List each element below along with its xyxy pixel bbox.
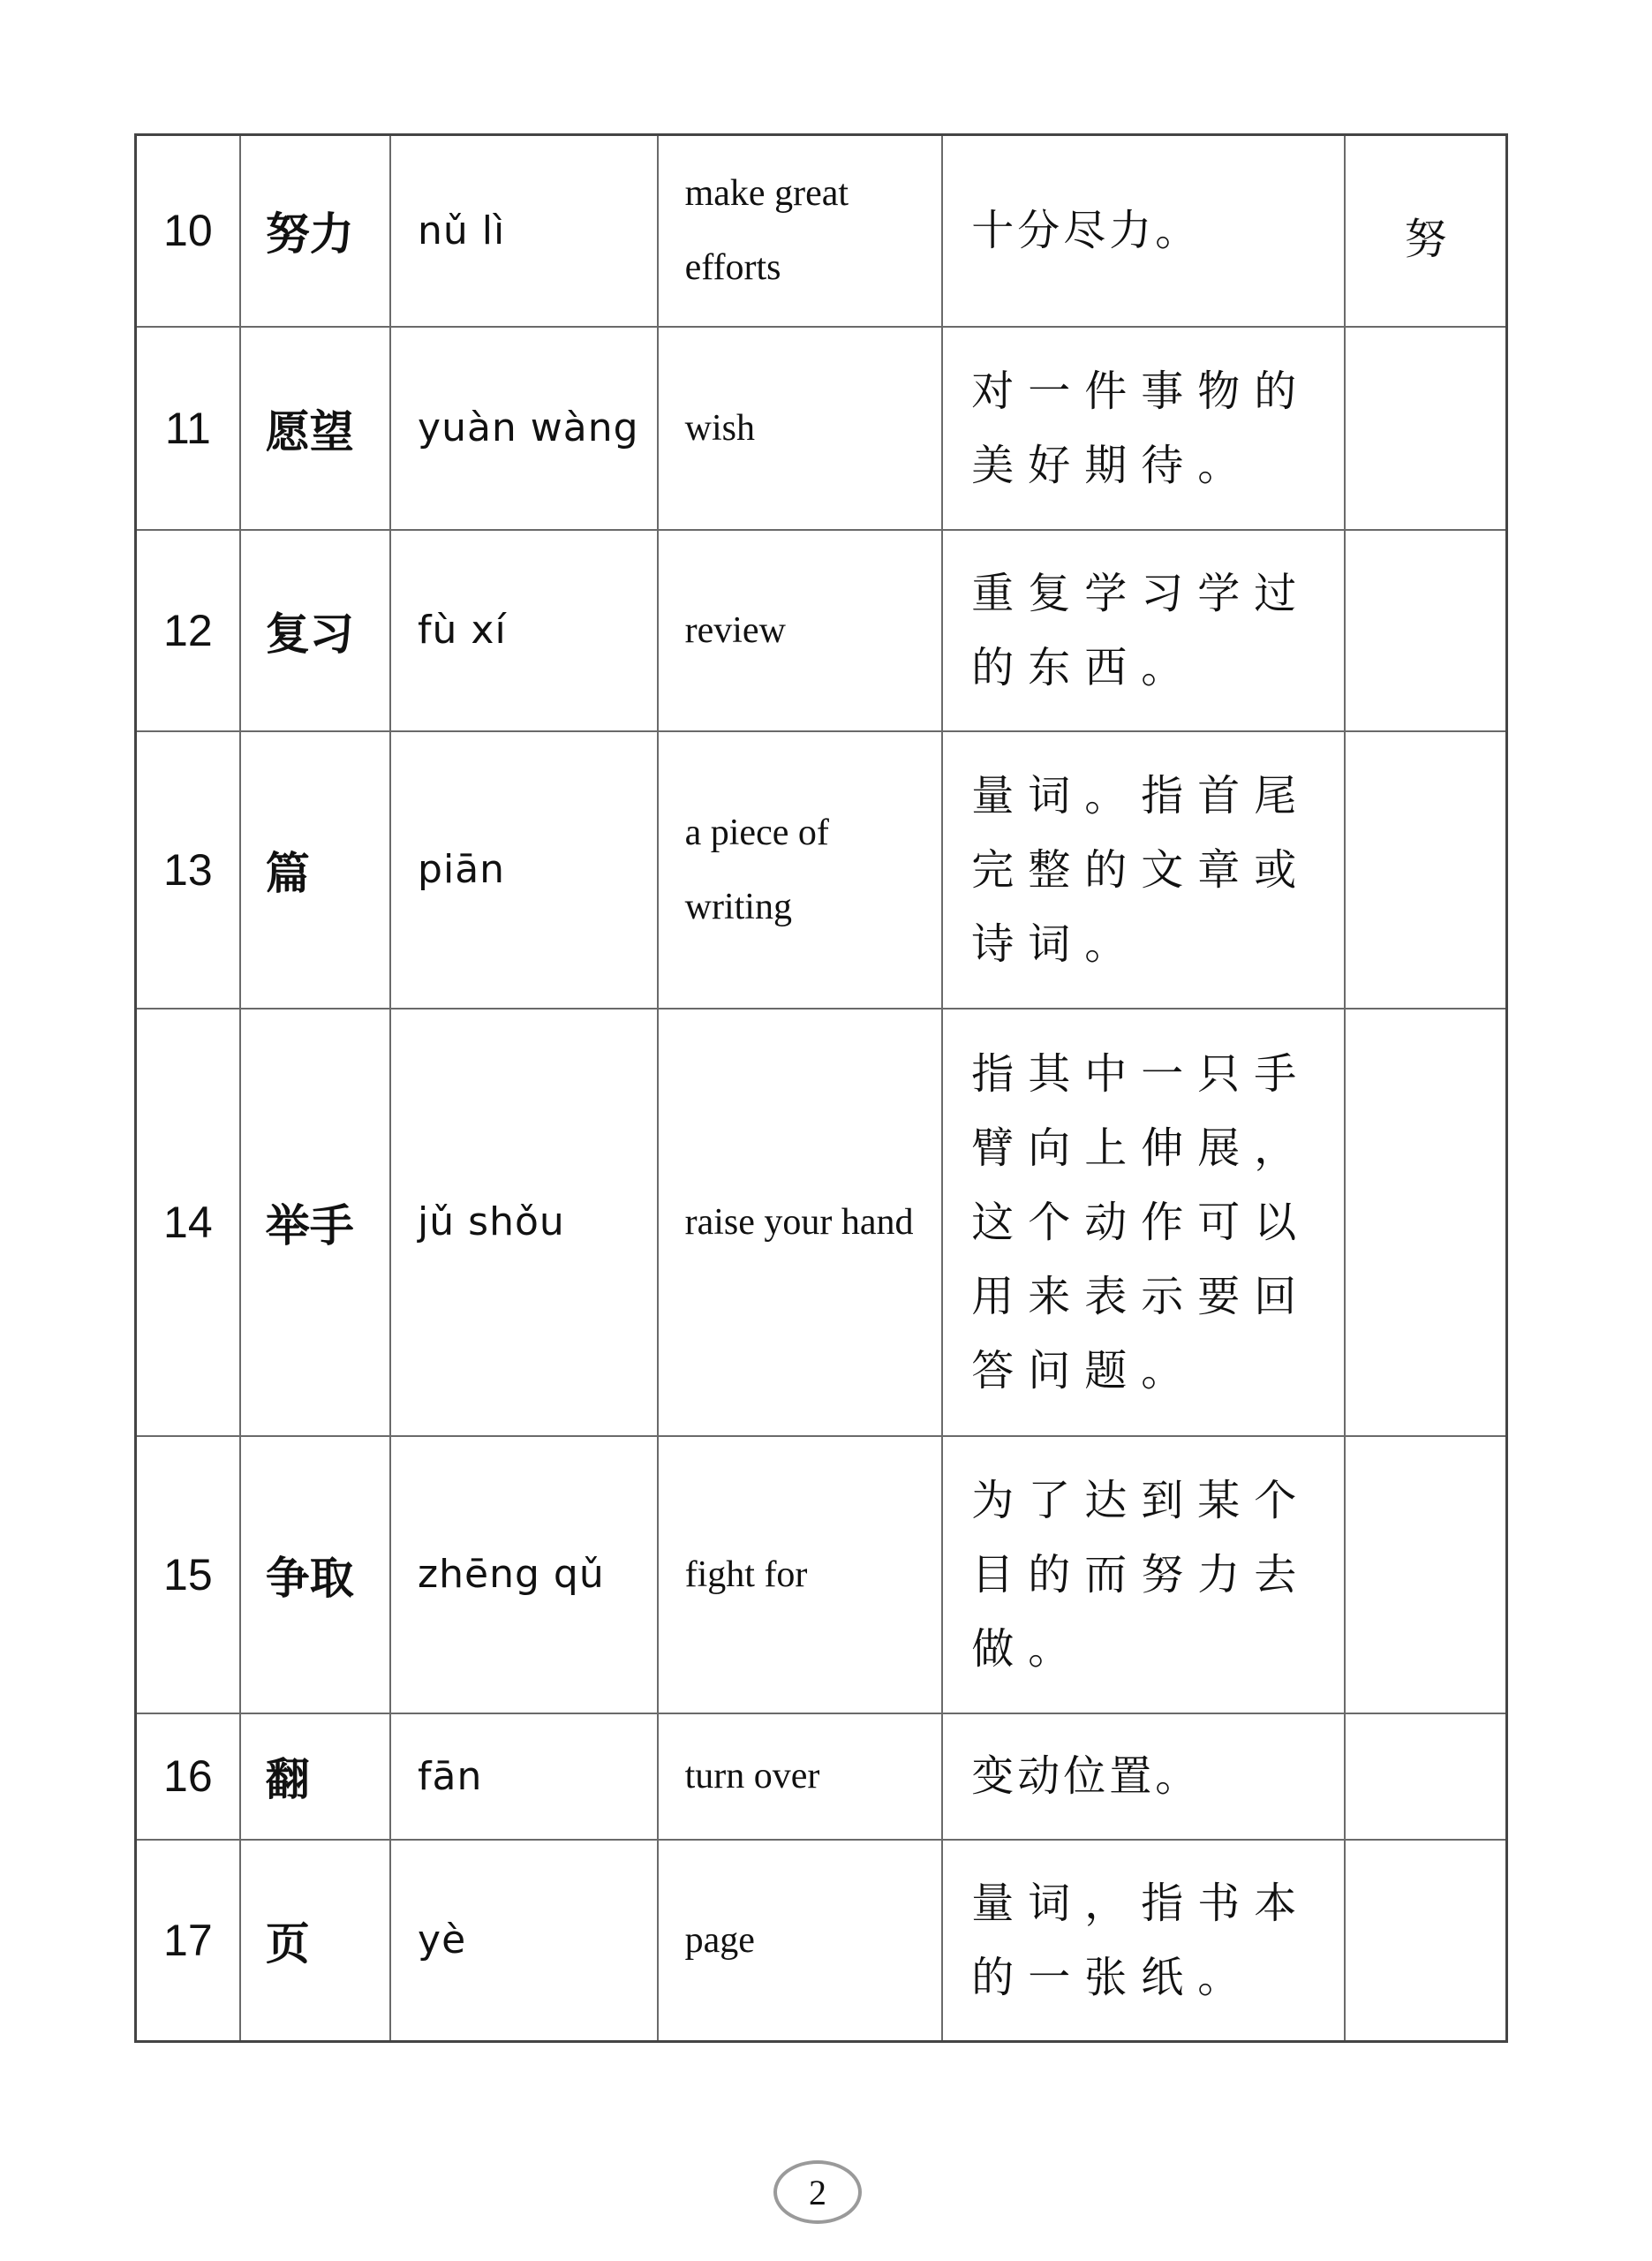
entry-english: make great efforts [658,135,943,327]
entry-word: 努力 [240,135,390,327]
entry-pinyin: fù xí [390,530,658,731]
entry-word: 页 [240,1840,390,2042]
entry-english: raise your hand [658,1009,943,1436]
entry-word: 篇 [240,731,390,1009]
entry-word: 争取 [240,1436,390,1713]
entry-definition: 变动位置。 [942,1713,1345,1840]
entry-english: page [658,1840,943,2042]
entry-pinyin: zhēng qǔ [390,1436,658,1713]
entry-number: 14 [136,1009,240,1436]
table-row [136,135,1507,327]
entry-definition: 为了达到某个目的而努力去做。 [942,1436,1345,1713]
entry-english: wish [658,327,943,530]
entry-pinyin: yè [390,1840,658,2042]
entry-character [1345,1009,1506,1436]
entry-definition: 量词。指首尾完整的文章或诗词。 [942,731,1345,1009]
entry-character [1345,530,1506,731]
entry-word: 复习 [240,530,390,731]
table-row [136,530,1507,731]
table-row [136,327,1507,530]
entry-pinyin: yuàn wàng [390,327,658,530]
entry-character [1345,1840,1506,2042]
entry-definition: 量词，指书本的一张纸。 [942,1840,1345,2042]
entry-number: 15 [136,1436,240,1713]
entry-character [1345,1713,1506,1840]
entry-word: 翻 [240,1713,390,1840]
table-row [136,1009,1507,1436]
entry-character: 努 [1345,135,1506,327]
table-row [136,1840,1507,2042]
entry-number: 16 [136,1713,240,1840]
entry-character [1345,731,1506,1009]
entry-english: fight for [658,1436,943,1713]
entry-number: 12 [136,530,240,731]
entry-pinyin: jǔ shǒu [390,1009,658,1436]
entry-pinyin: nǔ lì [390,135,658,327]
entry-character [1345,1436,1506,1713]
entry-word: 愿望 [240,327,390,530]
entry-english: turn over [658,1713,943,1840]
entry-definition: 十分尽力。 [942,135,1345,327]
entry-definition: 对一件事物的美好期待。 [942,327,1345,530]
entry-definition: 指其中一只手臂向上伸展，这个动作可以用来表示要回答问题。 [942,1009,1345,1436]
entry-number: 11 [136,327,240,530]
entry-pinyin: piān [390,731,658,1009]
entry-pinyin: fān [390,1713,658,1840]
entry-number: 10 [136,135,240,327]
entry-word: 举手 [240,1009,390,1436]
entry-definition: 重复学习学过的东西。 [942,530,1345,731]
entry-english: review [658,530,943,731]
table-row [136,1436,1507,1713]
table-row [136,1713,1507,1840]
page-number: 2 [773,2160,862,2224]
entry-number: 13 [136,731,240,1009]
table-row [136,731,1507,1009]
entry-character [1345,327,1506,530]
entry-number: 17 [136,1840,240,2042]
entry-english: a piece of writing [658,731,943,1009]
vocabulary-table [134,133,1508,2043]
